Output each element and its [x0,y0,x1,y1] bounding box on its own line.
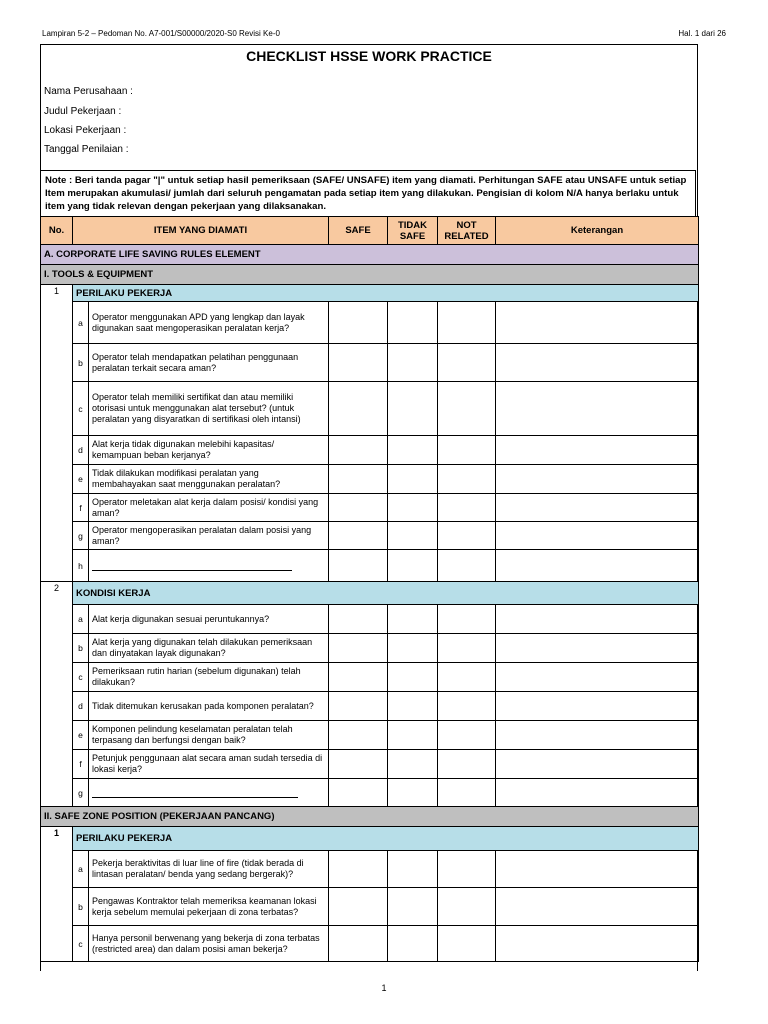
table-row [41,494,699,522]
keterangan-cell[interactable] [496,851,699,888]
table-row [41,550,699,582]
keterangan-cell[interactable] [496,522,699,550]
table-row [41,344,699,382]
safe-cell[interactable] [329,779,388,807]
safe-cell[interactable] [329,550,388,582]
safe-cell[interactable] [329,692,388,721]
job-title-field[interactable]: Judul Pekerjaan : [44,106,122,117]
not-related-cell[interactable] [438,605,496,634]
group-2-number: 2 [41,582,73,807]
keterangan-cell[interactable] [496,344,699,382]
tidak-safe-cell[interactable] [388,605,438,634]
not-related-cell[interactable] [438,494,496,522]
item-letter: c [73,382,89,436]
table-row [41,663,699,692]
not-related-cell[interactable] [438,465,496,494]
not-related-cell[interactable] [438,663,496,692]
item-letter: f [73,750,89,779]
table-row [41,888,699,926]
item-text: Operator menggunakan APD yang lengkap dan layak digunakan saat mengoperasikan peralatan kerja? [89,302,329,344]
not-related-cell[interactable] [438,721,496,750]
item-text: Alat kerja tidak digunakan melebihi kapasitas/ kemampuan beban kerjanya? [89,436,329,465]
item-text: Tidak dilakukan modifikasi peralatan yang membahayakan saat menggunakan peralatan? [89,465,329,494]
safe-cell[interactable] [329,926,388,962]
item-text: Pekerja beraktivitas di luar line of fire (tidak berada di lintasan peralatan/ benda yang sedang bergerak)? [89,851,329,888]
table-row [41,692,699,721]
page-indicator: Hal. 1 dari 26 [678,29,726,38]
blank-item[interactable] [89,550,329,582]
safe-cell[interactable] [329,436,388,465]
col-keterangan-header: Keterangan [496,217,699,245]
section-a-row [41,245,699,265]
group-2-header-row [41,582,699,605]
col-safe-header: SAFE [329,217,388,245]
not-related-cell[interactable] [438,436,496,465]
table-row [41,465,699,494]
table-row [41,605,699,634]
tidak-safe-cell[interactable] [388,663,438,692]
job-location-field[interactable]: Lokasi Pekerjaan : [44,125,127,136]
table-row [41,750,699,779]
keterangan-cell[interactable] [496,302,699,344]
item-letter: g [73,779,89,807]
not-related-cell[interactable] [438,851,496,888]
group-3-title: PERILAKU PEKERJA [73,827,699,851]
group-1-title: PERILAKU PEKERJA [73,285,699,302]
col-item-header: ITEM YANG DIAMATI [73,217,329,245]
not-related-cell[interactable] [438,692,496,721]
tidak-safe-cell[interactable] [388,888,438,926]
safe-cell[interactable] [329,851,388,888]
table-row [41,926,699,962]
item-letter: d [73,436,89,465]
item-text: Operator meletakan alat kerja dalam posisi/ kondisi yang aman? [89,494,329,522]
safe-cell[interactable] [329,605,388,634]
tidak-safe-cell[interactable] [388,550,438,582]
section-2-title: II. SAFE ZONE POSITION (PEKERJAAN PANCANG) [41,807,699,827]
keterangan-cell[interactable] [496,779,699,807]
safe-cell[interactable] [329,522,388,550]
item-text: Operator mengoperasikan peralatan dalam posisi yang aman? [89,522,329,550]
group-2-title: KONDISI KERJA [73,582,699,605]
item-letter: c [73,926,89,962]
page-number: 1 [381,983,387,993]
item-text: Alat kerja digunakan sesuai peruntukannya? [89,605,329,634]
table-row [41,779,699,807]
page-title: CHECKLIST HSSE WORK PRACTICE [246,48,492,64]
keterangan-cell[interactable] [496,692,699,721]
table-row [41,851,699,888]
table-header-row [41,217,699,245]
section-2-row [41,807,699,827]
item-text: Pengawas Kontraktor telah memeriksa keamanan lokasi kerja sebelum memulai pekerjaan di zona terbatas? [89,888,329,926]
keterangan-cell[interactable] [496,465,699,494]
not-related-cell[interactable] [438,522,496,550]
group-3-header-row [41,827,699,851]
assessment-date-field[interactable]: Tanggal Penilaian : [44,144,129,155]
group-3-number: 1 [41,827,73,962]
tidak-safe-cell[interactable] [388,851,438,888]
not-related-cell[interactable] [438,750,496,779]
col-no-header: No. [41,217,73,245]
tidak-safe-cell[interactable] [388,344,438,382]
keterangan-cell[interactable] [496,634,699,663]
keterangan-cell[interactable] [496,926,699,962]
tidak-safe-cell[interactable] [388,465,438,494]
keterangan-cell[interactable] [496,750,699,779]
not-related-cell[interactable] [438,550,496,582]
tidak-safe-cell[interactable] [388,302,438,344]
keterangan-cell[interactable] [496,382,699,436]
table-row [41,302,699,344]
table-row [41,382,699,436]
item-text: Operator telah mendapatkan pelatihan penggunaan peralatan terkait secara aman? [89,344,329,382]
checklist-table [40,216,699,962]
table-row [41,436,699,465]
keterangan-cell[interactable] [496,663,699,692]
safe-cell[interactable] [329,750,388,779]
not-related-cell[interactable] [438,779,496,807]
item-text: Komponen pelindung keselamatan peralatan telah terpasang dan berfungsi dengan baik? [89,721,329,750]
col-not-related-header: NOT RELATED [438,217,496,245]
group-1-header-row [41,285,699,302]
section-1-row [41,265,699,285]
company-name-field[interactable]: Nama Perusahaan : [44,86,133,97]
keterangan-cell[interactable] [496,888,699,926]
group-1-number: 1 [41,285,73,582]
safe-cell[interactable] [329,382,388,436]
blank-fill-line [92,561,292,571]
keterangan-cell[interactable] [496,721,699,750]
safe-cell[interactable] [329,494,388,522]
item-letter: b [73,344,89,382]
item-letter: e [73,465,89,494]
table-row [41,634,699,663]
item-letter: b [73,888,89,926]
item-text: Petunjuk penggunaan alat secara aman sudah tersedia di lokasi kerja? [89,750,329,779]
tidak-safe-cell[interactable] [388,750,438,779]
col-tidak-safe-header: TIDAK SAFE [388,217,438,245]
tidak-safe-cell[interactable] [388,779,438,807]
item-text: Alat kerja yang digunakan telah dilakukan pemeriksaan dan dinyatakan layak digunakan? [89,634,329,663]
keterangan-cell[interactable] [496,436,699,465]
keterangan-cell[interactable] [496,605,699,634]
keterangan-cell[interactable] [496,550,699,582]
safe-cell[interactable] [329,634,388,663]
tidak-safe-cell[interactable] [388,634,438,663]
item-letter: a [73,302,89,344]
document-reference: Lampiran 5-2 – Pedoman No. A7-001/S00000/2020-S0 Revisi Ke-0 [42,29,280,38]
item-text: Operator telah memiliki sertifikat dan atau memiliki otorisasi untuk menggunakan alat tersebut? (untuk peralatan yang disyaratkan di sertifikasi oleh intansi) [89,382,329,436]
tidak-safe-cell[interactable] [388,721,438,750]
item-letter: g [73,522,89,550]
safe-cell[interactable] [329,663,388,692]
tidak-safe-cell[interactable] [388,926,438,962]
item-letter: a [73,851,89,888]
blank-fill-line [92,788,298,798]
safe-cell[interactable] [329,721,388,750]
blank-item[interactable] [89,779,329,807]
item-letter: d [73,692,89,721]
item-text: Tidak ditemukan kerusakan pada komponen peralatan? [89,692,329,721]
not-related-cell[interactable] [438,888,496,926]
not-related-cell[interactable] [438,382,496,436]
safe-cell[interactable] [329,302,388,344]
keterangan-cell[interactable] [496,494,699,522]
tidak-safe-cell[interactable] [388,382,438,436]
item-letter: f [73,494,89,522]
not-related-cell[interactable] [438,634,496,663]
table-row [41,721,699,750]
item-letter: b [73,634,89,663]
tidak-safe-cell[interactable] [388,494,438,522]
tidak-safe-cell[interactable] [388,522,438,550]
safe-cell[interactable] [329,344,388,382]
section-a-title: A. CORPORATE LIFE SAVING RULES ELEMENT [41,245,699,265]
safe-cell[interactable] [329,888,388,926]
item-text: Pemeriksaan rutin harian (sebelum digunakan) telah dilakukan? [89,663,329,692]
section-1-title: I. TOOLS & EQUIPMENT [41,265,699,285]
not-related-cell[interactable] [438,344,496,382]
table-row [41,522,699,550]
item-letter: e [73,721,89,750]
tidak-safe-cell[interactable] [388,692,438,721]
safe-cell[interactable] [329,465,388,494]
item-letter: c [73,663,89,692]
tidak-safe-cell[interactable] [388,436,438,465]
item-letter: h [73,550,89,582]
item-text: Hanya personil berwenang yang bekerja di zona terbatas (restricted area) dan dalam posisi aman bekerja? [89,926,329,962]
not-related-cell[interactable] [438,302,496,344]
not-related-cell[interactable] [438,926,496,962]
instruction-note: Note : Beri tanda pagar "|" untuk setiap hasil pemeriksaan (SAFE/ UNSAFE) item yang diamati. Perhitungan SAFE atau UNSAFE untuk setiap Item merupakan akumulasi/ jumlah dari seluruh pengamatan pada setiap item yang dilakukan. Pengisian di kolom N/A hanya berlaku untuk item yang tidak relevan dengan pekerjaan yang dilaksanakan. [40,170,696,216]
item-letter: a [73,605,89,634]
